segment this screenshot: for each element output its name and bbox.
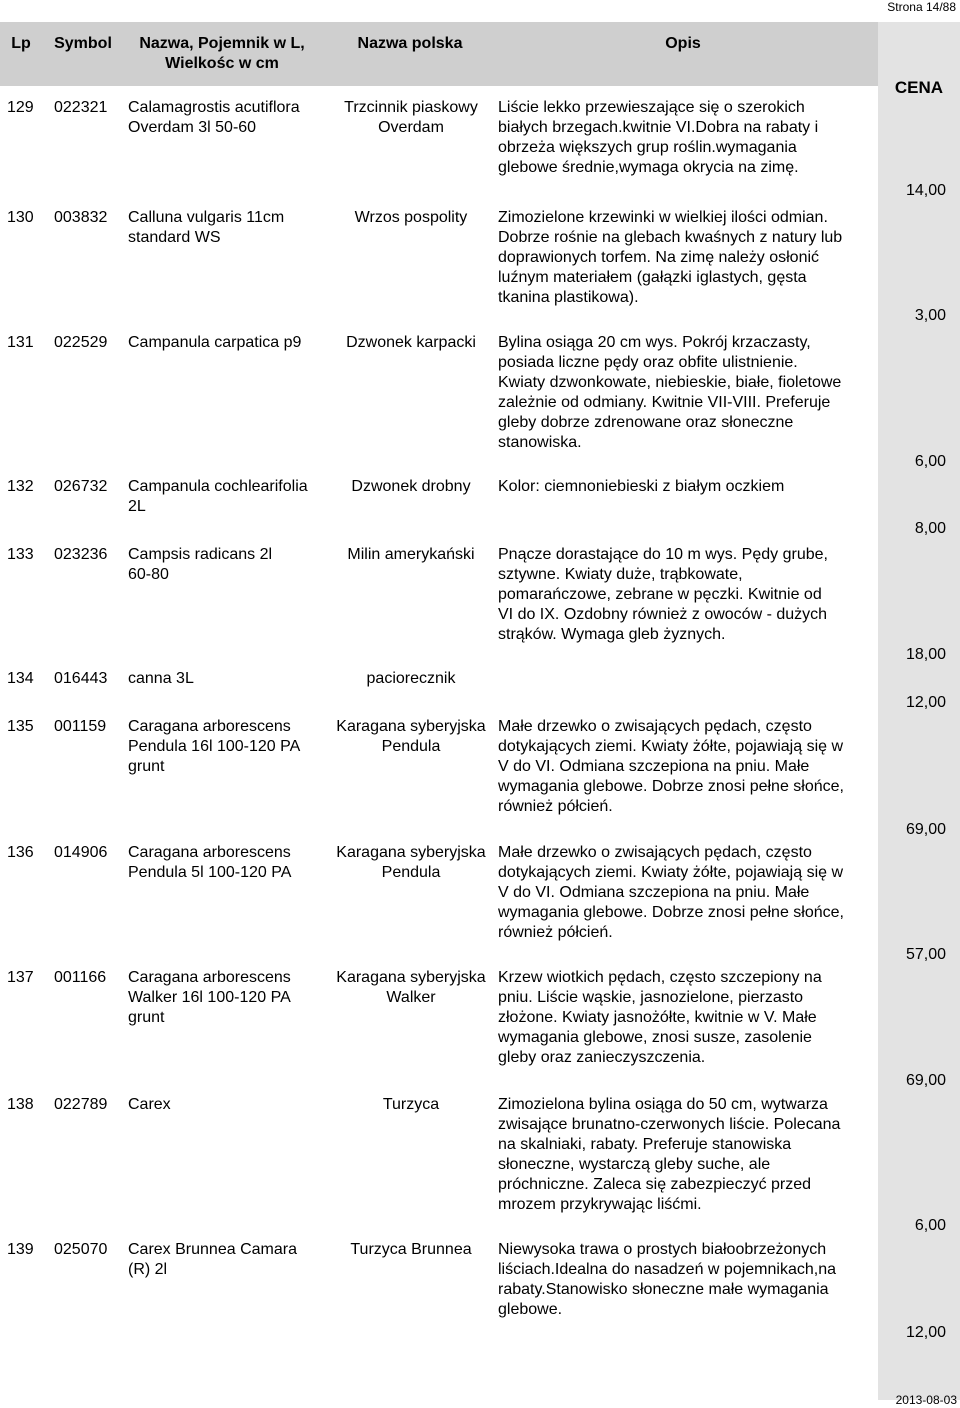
price-value: 69,00	[905, 1072, 946, 1089]
price-value: 57,00	[905, 946, 946, 963]
price-value: 18,00	[905, 646, 946, 663]
row-description: Niewysoka trawa o prostych białoobrzeżonych liściach.Idealna do nasadzeń w pojemnikach,na rabaty.Stanowisko słoneczne małe wymagania glebowe.	[498, 1241, 836, 1318]
price-value: 6,00	[914, 453, 946, 470]
row-lp: 134	[7, 670, 34, 687]
price-value: 6,00	[914, 1217, 946, 1234]
row-description: Kolor: ciemnoniebieski z białym oczkiem	[498, 478, 785, 495]
row-name: Caragana arborescens Pendula 5l 100-120 PA	[128, 844, 292, 881]
row-lp: 132	[7, 478, 34, 495]
row-name: Calluna vulgaris 11cm standard WS	[128, 209, 285, 246]
row-polish-name: paciorecznik	[366, 670, 456, 687]
row-name: Carex	[128, 1096, 171, 1113]
row-name: Campsis radicans 2l 60-80	[128, 546, 273, 583]
row-name: Caragana arborescens Walker 16l 100-120 PA grunt	[128, 969, 291, 1026]
header-symbol: Symbol	[54, 35, 112, 52]
row-description: Zimozielone krzewinki w wielkiej ilości odmian. Dobrze rośnie na glebach kwaśnych z natury lub doprawionych torfem. Na zimę należy osłonić luźnym materiałem (gałązki iglastych, gęsta tkanina plastikowa).	[498, 209, 843, 306]
header-opis: Opis	[665, 35, 701, 52]
row-name: Campanula carpatica p9	[128, 334, 302, 351]
row-symbol: 025070	[54, 1241, 108, 1258]
row-description: Pnącze dorastające do 10 m wys. Pędy grube, sztywne. Kwiaty duże, trąbkowate, pomarańczowe, zebrane w pęczki. Kwitnie od VI do IX. Ozdobny również z owoców - dużych strąków. Wymaga gleb żyznych.	[498, 546, 828, 643]
row-polish-name: Dzwonek karpacki	[346, 334, 476, 351]
row-polish-name: Trzcinnik piaskowy Overdam	[344, 99, 478, 136]
row-polish-name: Karagana syberyjska Walker	[336, 969, 486, 1006]
table-header	[0, 22, 878, 86]
row-description: Krzew wiotkich pędach, często szczepiony na pniu. Liście wąskie, jasnozielone, pierzasto złożone. Kwiaty jasnożółte, kwitnie w V. Małe wymagania glebowe, znosi susze, zasolenie gleby oraz zanieczyszczenia.	[498, 969, 822, 1066]
row-description: Liście lekko przewieszające się o szerokich białych brzegach.kwitnie VI.Dobra na rabaty i obrzeża większych grup roślin.wymagania glebowe średnie,wymaga okrycia na zimę.	[498, 99, 819, 176]
row-lp: 137	[7, 969, 34, 986]
header-lp: Lp	[11, 35, 31, 52]
row-name: Campanula cochlearifolia 2L	[128, 478, 308, 515]
row-symbol: 003832	[54, 209, 108, 226]
row-symbol: 026732	[54, 478, 108, 495]
row-lp: 133	[7, 546, 34, 563]
row-lp: 129	[7, 99, 34, 116]
row-symbol: 016443	[54, 670, 108, 687]
row-polish-name: Karagana syberyjska Pendula	[336, 718, 486, 755]
row-name: Calamagrostis acutiflora Overdam 3l 50-60	[128, 99, 300, 136]
row-lp: 138	[7, 1096, 34, 1113]
row-name: Carex Brunnea Camara (R) 2l	[128, 1241, 297, 1278]
row-symbol: 014906	[54, 844, 108, 861]
page-number: Strona 14/88	[887, 0, 956, 14]
row-symbol: 022789	[54, 1096, 108, 1113]
header-name: Nazwa, Pojemnik w L, Wielkośc w cm	[139, 35, 305, 72]
row-lp: 131	[7, 334, 34, 351]
row-lp: 136	[7, 844, 34, 861]
row-description: Zimozielona bylina osiąga do 50 cm, wytwarza zwisające brunatno-czerwonych liście. Polecana na skalniaki, rabaty. Preferuje stanowiska słoneczne, wystarczą gleby suche, ale próchniczne. Zaleca się zabezpieczyć przed mrozem przykrywając liśćmi.	[498, 1096, 841, 1213]
row-description: Małe drzewko o zwisających pędach, często dotykających ziemi. Kwiaty żółte, pojawiają się w V do VI. Odmiana szczepiona na pniu. Małe wymagania glebowe. Dobrze znosi pełne słońce, również półcień.	[498, 844, 844, 941]
row-lp: 130	[7, 209, 34, 226]
row-polish-name: Turzyca	[382, 1096, 440, 1113]
row-symbol: 022529	[54, 334, 108, 351]
row-symbol: 001166	[54, 969, 107, 986]
row-lp: 135	[7, 718, 34, 735]
header-polish-name: Nazwa polska	[357, 35, 463, 52]
price-value: 3,00	[914, 307, 946, 324]
header-cena: CENA	[894, 78, 944, 97]
price-value: 14,00	[905, 182, 946, 199]
row-polish-name: Karagana syberyjska Pendula	[336, 844, 486, 881]
price-value: 12,00	[905, 1324, 946, 1341]
row-polish-name: Milin amerykański	[347, 546, 475, 563]
row-lp: 139	[7, 1241, 34, 1258]
row-polish-name: Wrzos pospolity	[354, 209, 468, 226]
price-value: 8,00	[914, 520, 946, 537]
row-description: Bylina osiąga 20 cm wys. Pokrój krzaczasty, posiada liczne pędy oraz obfite ulistnienie. Kwiaty dzwonkowate, niebieskie, białe, fioletowe zależnie od odmiany. Kwitnie VII-VIII. Preferuje gleby dobrze zdrenowane oraz słoneczne stanowiska.	[498, 334, 842, 451]
row-symbol: 001159	[54, 718, 107, 735]
row-symbol: 022321	[54, 99, 108, 116]
row-description: Małe drzewko o zwisających pędach, często dotykających ziemi. Kwiaty żółte, pojawiają się w V do VI. Odmiana szczepiona na pniu. Małe wymagania glebowe. Dobrze znosi pełne słońce, również półcień.	[498, 718, 844, 815]
row-name: Caragana arborescens Pendula 16l 100-120 PA grunt	[128, 718, 301, 775]
row-polish-name: Dzwonek drobny	[351, 478, 471, 495]
price-value: 12,00	[905, 694, 946, 711]
price-value: 69,00	[905, 821, 946, 838]
row-polish-name: Turzyca Brunnea	[350, 1241, 472, 1258]
row-symbol: 023236	[54, 546, 108, 563]
row-name: canna 3L	[128, 670, 194, 687]
print-date: 2013-08-03	[895, 1393, 957, 1407]
